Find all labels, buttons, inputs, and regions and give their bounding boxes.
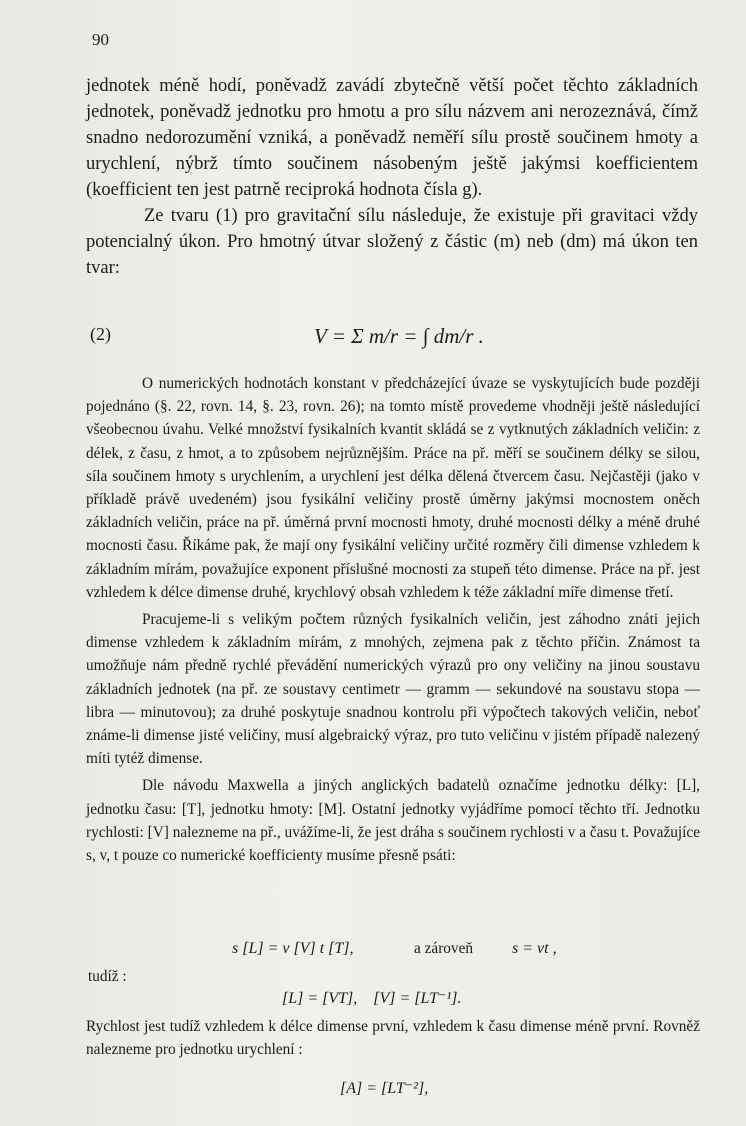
equation-a-connector: a zároveň [414,940,474,957]
main-text [86,73,698,281]
small-text-block [86,372,700,867]
small-paragraph-2: Pracujeme-li s velikým počtem různých fysikalních veličin, jest záhodno znáti jejich dimense vzhledem k základním mírám, z mnohých, zejmena pak z těchto příčin. Známost ta umožňuje nám předně rychlé převádění numerických výrazů pro ony veličiny na jinou soustavu základních jednotek (na př. ze soustavy centimetr — gramm — sekundové na soustavu stopa — libra — minutovou); za druhé poskytuje snadnou kontrolu při výpočtech takových veličin, neboť známe-li dimense jisté veličiny, musí algebraický výraz, pro tuto veličinu v jistém případě nalezený míti tytéž dimense. [86,611,700,768]
equation-a-right: s = vt , [512,940,557,957]
small-text-block-2 [86,1015,700,1061]
equation-c: [A] = [LT⁻²], [340,1080,429,1097]
equation-formula: V = Σ m/r = ∫ dm/r . [314,324,484,348]
small-paragraph-4: Rychlost jest tudíž vzhledem k délce dimense první, vzhledem k času dimense méně první. Rovněž nalezneme pro jednotku urychlení : [86,1018,700,1059]
tudiz-label: tudíž : [88,968,127,985]
page-number: 90 [92,30,109,49]
equation-b: [L] = [VT], [V] = [LT⁻¹]. [282,990,462,1007]
small-paragraph-3: Dle návodu Maxwella a jiných anglických badatelů označíme jednotku délky: [L], jednotku času: [T], jednotku hmoty: [M]. Ostatní jednotky vyjádříme pomocí těchto tří. Jednotku rychlosti: [V] nalezneme na př., uvážíme-li, že jest dráha s součinem rychlosti v a času t. Považujíce s, v, t pouze co numerické koefficienty musíme přesně psáti: [86,777,700,865]
main-paragraph-1: jednotek méně hodí, poněvadž zavádí zbytečně větší počet těchto základních jednotek, poněvadž jednotku pro hmotu a pro sílu názvem ani nerozeznává, čímž snadno nedorozumění vzniká, a poněvadž neměří sílu prostě součinem hmoty a urychlení, nýbrž tímto součinem násobeným ještě jakýmsi koefficientem (koefficient ten jest patrně reciproká hodnota čísla g). [86,76,698,200]
small-paragraph-1: O numerických hodnotách konstant v předcházející úvaze se vyskytujících bude později pojednáno (§. 22, rovn. 14, §. 23, rovn. 26); na tomto místě provedeme vhodněji ještě následující všeobecnou úvahu. Velké množství fysikalních kvantit skládá se z vytknutých základních veličin: z délek, z času, z hmot, a to způsobem nejrůznějším. Práce na př. měří se součinem délky se silou, síla součinem hmoty s urychlením, a urychlení jest délka dělená čtvercem času. Nejčastěji (jako v příkladě právě uvedeném) jsou fysikální veličiny prostě úměrny jakýmsi mocnostem oněch základních veličin, práce na př. úměrná první mocnosti hmoty, druhé mocnosti délky a méně druhé mocnosti času. Říkáme pak, že mají ony fysikální veličiny určité rozměry čili dimense vzhledem k základním mírám, považujíce exponent příslušné mocnosti za stupeň této dimense. Práce na př. jest vzhledem k délce dimense druhé, krychlový obsah vzhledem k téže základní míře dimense třetí. [86,375,700,601]
equation-2 [86,310,698,360]
main-paragraph-2: Ze tvaru (1) pro gravitační sílu následuje, že existuje při gravitaci vždy potencialný úkon. Pro hmotný útvar složený z částic (m) neb (dm) má úkon ten tvar: [86,206,698,278]
equation-a-left: s [L] = v [V] t [T], [232,940,354,957]
equation-number: (2) [90,324,111,344]
